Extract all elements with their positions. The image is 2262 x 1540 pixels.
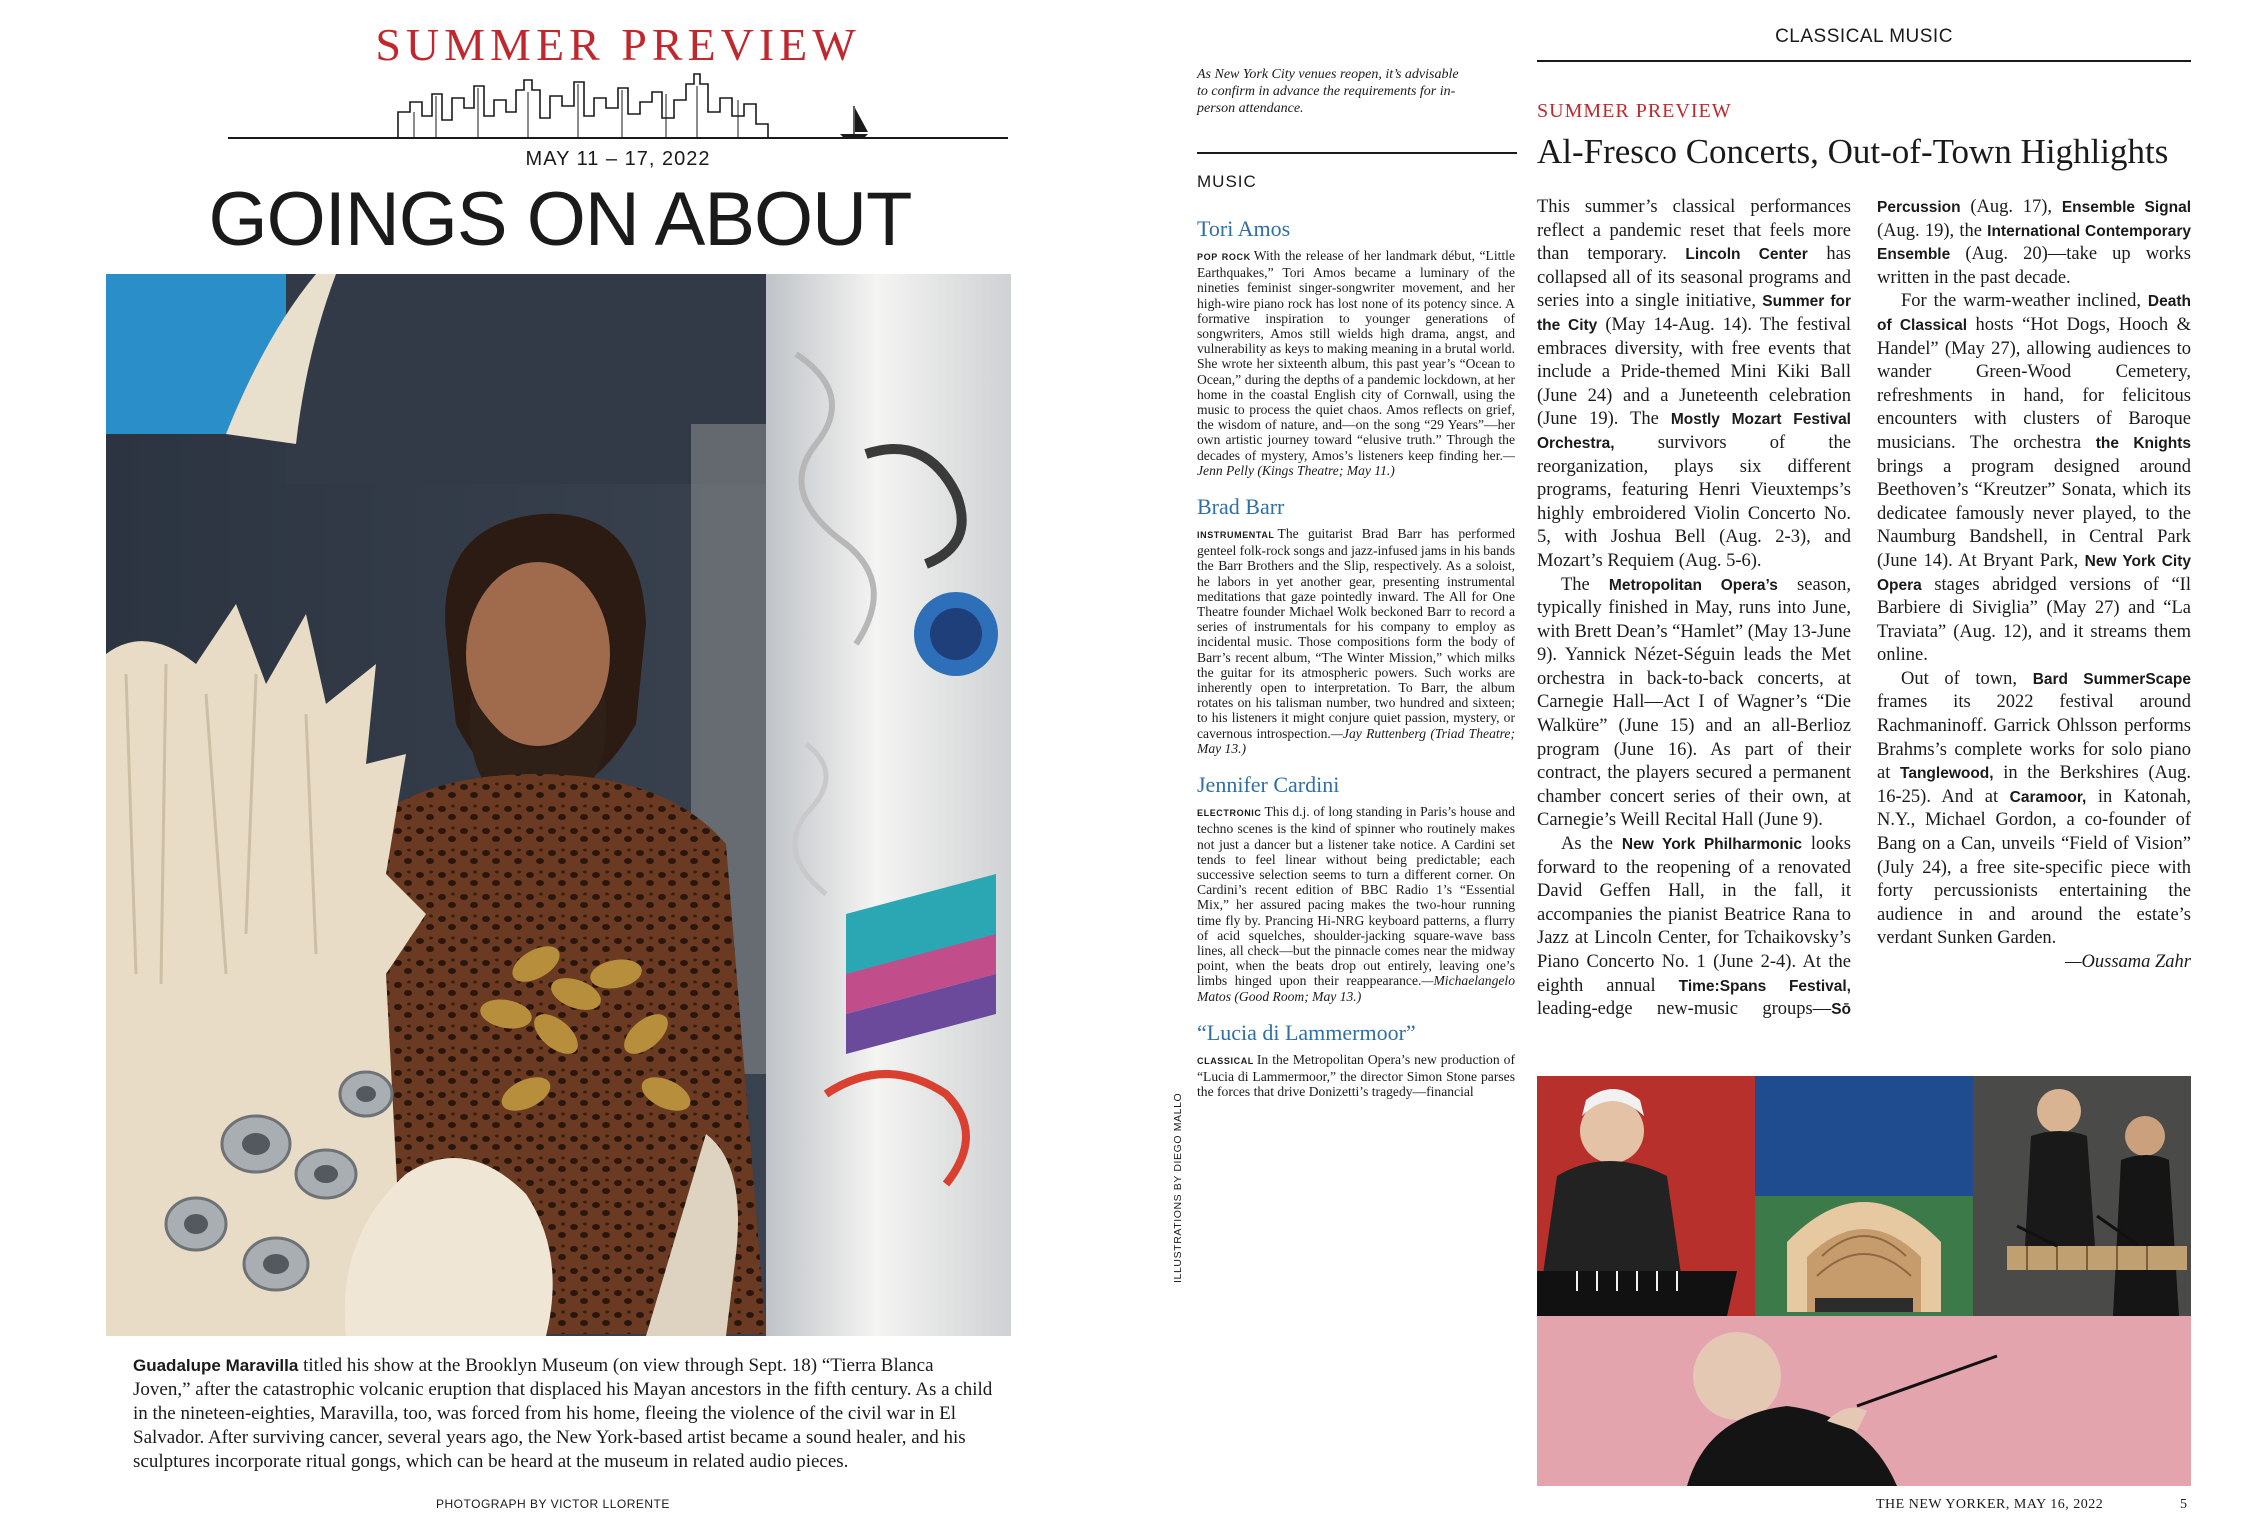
listing-body (1197, 1052, 1515, 1100)
listing-item (1197, 770, 1515, 1004)
listing-title[interactable]: “Lucia di Lammermoor” (1197, 1019, 1416, 1045)
genre-label: CLASSICAL (1197, 1055, 1254, 1066)
listing-text: In the Metropolitan Opera’s new production of “Lucia di Lammermoor,” the director Simon Stone parses the forces that drive Donizetti’s tragedy—financial (1197, 1051, 1515, 1100)
photo-credit: PHOTOGRAPH BY VICTOR LLORENTE (436, 1497, 670, 1511)
article-paragraph: For the warm-weather inclined, Death of Classical hosts “Hot Dogs, Hooch & Handel” (May 27), allowing audiences to wander Green-Wood Cemetery, refreshments in hand, for felicitous encounters with clusters of Baroque musicians. The orchestra the Knights brings a program designed around Beethoven’s “Kreutzer” Sonata, which its dedicatee famously never played, to the Naumburg Bandshell, in Central Park (June 14). At Bryant Park, New York City Opera stages abridged versions of “Il Barbiere di Siviglia” (May 27) and “La Traviata” (Aug. 12), and it streams them online. (1877, 291, 2192, 666)
genre-label: INSTRUMENTAL (1197, 530, 1275, 541)
genre-label: POP ROCK (1197, 252, 1251, 262)
summer-preview-kicker: SUMMER PREVIEW (375, 19, 861, 70)
skyline-illustration (228, 72, 1008, 142)
listing-body (1197, 804, 1515, 1004)
caption-text: titled his show at the Brooklyn Museum (on view through Sept. 18) “Tierra Blanca Joven,” after the catastrophic volcanic eruption that displaced his Mayan ancestors in the fifth century. As a child in the nineteen-eighties, Maravilla, too, was forced from his home, fleeing the violence of the civil war in El Salvador. After surviving cancer, several years ago, the New York-based artist became a sound healer, and his sculptures incorporate ritual gongs, which can be heard at the museum in related audio pieces. (133, 1355, 993, 1472)
listing-text: The guitarist Brad Barr has performed genteel folk-rock songs and jazz-infused jams in his bands the Barr Brothers and the Slip, respectively. As a soloist, he labors in yet another gear, presenting instrumental meditations that gaze pointedly inward. The All for One Theatre founder Michael Wolk beckoned Barr to record a series of instrumentals for his company to employ as incidental music. Those compositions form the body of Barr’s recent album, “The Winter Mission,” which milks the guitar for its atmospheric powers. Such works are inherently open to interpretation. To Barr, the album rotates on his talisman number, two hundred and sixteen; to his listeners it might conjure quiet passion, mystery, or cavernous introspection. (1197, 526, 1515, 741)
article-paragraph: As the New York Philharmonic looks forward to the reopening of a renovated David Geffen Hall, in the fall, it accompanies the pianist Beatrice Rana to Jazz at Lincoln Center, for Tchaikovsky’s Piano Concerto No. 1 (June 2-4). At the eighth annual Time:Spans Festival, leading-edge new-music groups—Sō Percussion (Aug. 17), Ensemble Signal (Aug. 19), the International Contemporary Ensemble (Aug. 20)—take up works written in the past decade. (1537, 197, 2191, 1020)
category-tab: CLASSICAL MUSIC (1775, 26, 1953, 47)
venue-note: As New York City venues reopen, it’s advisable to confirm in advance the requirements for in-person attendance. (1197, 67, 1459, 116)
listing-credit: —Jenn Pelly (Kings Theatre; May 11.) (1197, 447, 1515, 478)
photo-caption (133, 1354, 995, 1474)
illustration-credit: ILLUSTRATIONS BY DIEGO MALLO (1172, 1092, 1184, 1283)
folio: THE NEW YORKER, MAY 16, 2022 (1876, 1497, 2104, 1512)
article-headline: Al-Fresco Concerts, Out-of-Town Highlights (1537, 132, 2169, 171)
musicians-illustration (1537, 1076, 2191, 1486)
divider (1537, 60, 2191, 62)
page-title: GOINGS ON ABOUT (208, 177, 912, 262)
listing-credit: —Michaelangelo Matos (Good Room; May 13.) (1197, 973, 1515, 1004)
article-kicker: SUMMER PREVIEW (1537, 100, 1732, 122)
caption-artist-name: Guadalupe Maravilla (133, 1356, 299, 1375)
listing-item (1197, 1018, 1515, 1100)
listing-item (1197, 214, 1515, 478)
article-body (1537, 196, 2191, 1036)
music-listings (1197, 214, 1515, 1113)
genre-label: ELECTRONIC (1197, 808, 1262, 819)
divider (1197, 152, 1517, 154)
article-byline: —Oussama Zahr (2065, 952, 2191, 972)
listing-title[interactable]: Tori Amos (1197, 216, 1291, 241)
listing-title[interactable]: Jennifer Cardini (1197, 772, 1340, 798)
artist-photograph (106, 274, 1011, 1336)
article-paragraph: Out of town, Bard SummerScape frames its 2022 festival around Rachmaninoff. Garrick Ohlsson performs Brahms’s complete works for solo piano at Tanglewood, in the Berkshires (Aug. 16-25). And at Caramoor, in Katonah, N.Y., Michael Gordon, a co-founder of Bang on a Can, unveils “Field of Vision” (July 24), a free site-specific piece with forty percussionists entertaining the audience in and around the estate’s verdant Sunken Garden. (1877, 668, 2192, 949)
issue-date: MAY 11 – 17, 2022 (525, 148, 711, 170)
listing-text: This d.j. of long standing in Paris’s house and techno scenes is the kind of spinner who routinely makes not just a dancer but a listener take notice. A Cardini set tends to feel linear without being predictable; each successive selection seems to turn a different corner. On Cardini’s recent edition of BBC Radio 1’s “Essential Mix,” her assured pacing makes the two-hour running time fly by. Prancing Hi-NRG keyboard patterns, a flurry of acid squelches, shoulder-jacking square-wave bass lines, all check—but the pinnacle comes near the midway point, when the beats drop out entirely, leaving one’s limbs hinged upon their reappearance. (1197, 804, 1515, 989)
article-paragraph: The Metropolitan Opera’s season, typically finished in May, runs into June, with Brett Dean’s “Hamlet” (May 13-June 9). Yannick Nézet-Séguin leads the Met orchestra in back-to-back concerts, at Carnegie Hall—Act I of Wagner’s “Die Walküre” (June 15) and an all-Berlioz program (June 16). As part of their contract, the players secured a permanent chamber concert series of their own, at Carnegie’s Weill Recital Hall (June 9). (1537, 574, 1852, 831)
page-number: 5 (2180, 1497, 2187, 1512)
listing-body (1197, 248, 1515, 478)
section-label: MUSIC (1197, 172, 1257, 191)
listing-item (1197, 492, 1515, 756)
listing-text: With the release of her landmark début, “Little Earthquakes,” Tori Amos became a luminary of the nineties feminist singer-songwriter movement, and her high-wire piano rock has lost none of its potency since. A formative inspiration to younger generations of songwriters, Amos still wields high drama, angst, and vulnerability as keys to making meaning in a brutal world. She wrote her sixteenth album, this past year’s “Ocean to Ocean,” during the depths of a pandemic lockdown, at her home in the coastal English city of Cornwall, using the music to process the quiet chaos. Amos reflects on grief, the wisdom of nature, and—on the song “29 Years”—her own artistic journey toward “elusive truth.” Through the decades of mystery, Amos’s listeners keep finding her. (1197, 248, 1515, 463)
listing-body (1197, 526, 1515, 756)
listing-title[interactable]: Brad Barr (1197, 494, 1285, 520)
article-paragraph: This summer’s classical performances reflect a pandemic reset that feels more than temporary. Lincoln Center has collapsed all of its seasonal programs and series into a single initiative, Summer for the City (May 14-Aug. 14). The festival embraces diversity, with free events that include a Pride-themed Mini Kiki Ball (June 24) and a Juneteenth celebration (June 19). The Mostly Mozart Festival Orchestra, survivors of the reorganization, plays six different programs, featuring Henri Vieuxtemps’s highly embroidered Violin Concerto No. 5, with Joshua Bell (Aug. 2-3), and Mozart’s Requiem (Aug. 5-6). (1537, 197, 1851, 571)
listing-credit: —Jay Ruttenberg (Triad Theatre; May 13.) (1197, 725, 1515, 756)
